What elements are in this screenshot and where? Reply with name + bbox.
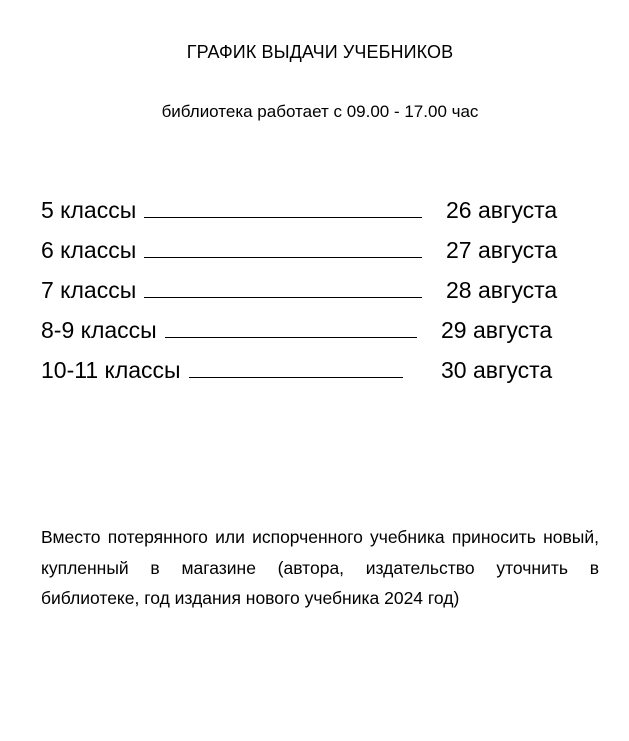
fill-line bbox=[144, 275, 422, 298]
issue-date: 30 августа bbox=[441, 357, 553, 383]
grade-label: 10-11 классы bbox=[41, 357, 181, 383]
fill-line bbox=[144, 195, 422, 218]
library-hours: библиотека работает с 09.00 - 17.00 час bbox=[161, 102, 479, 121]
schedule-row bbox=[41, 355, 601, 395]
grade-label: 6 классы bbox=[41, 237, 137, 263]
schedule-row bbox=[41, 195, 601, 235]
issue-date: 28 августа bbox=[446, 277, 558, 303]
grade-label: 5 классы bbox=[41, 197, 137, 223]
fill-line bbox=[189, 355, 403, 378]
schedule-row bbox=[41, 315, 601, 355]
schedule-row bbox=[41, 275, 601, 315]
grade-label: 7 классы bbox=[41, 277, 137, 303]
fill-line bbox=[144, 235, 422, 258]
issue-date: 27 августа bbox=[446, 237, 558, 263]
replacement-note: Вместо потерянного или испорченного учебника приносить новый, купленный в магазине (автора, издательство уточнить в библиотеке, год издания нового учебника 2024 год) bbox=[41, 527, 599, 608]
issue-date: 29 августа bbox=[441, 317, 553, 343]
schedule-row bbox=[41, 235, 601, 275]
fill-line bbox=[165, 315, 417, 338]
page-title: ГРАФИК ВЫДАЧИ УЧЕБНИКОВ bbox=[186, 42, 454, 62]
issue-date: 26 августа bbox=[446, 197, 558, 223]
schedule-list bbox=[41, 195, 601, 395]
grade-label: 8-9 классы bbox=[41, 317, 157, 343]
